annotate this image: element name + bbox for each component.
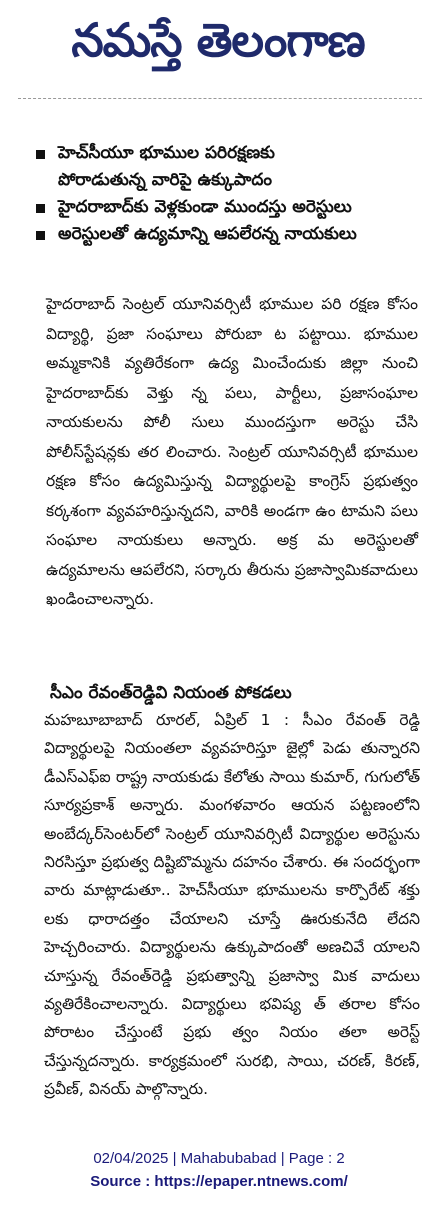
headline-item bbox=[30, 140, 426, 167]
headline-text: హెచ్‌సీయూ భూముల పరిరక్షణకు bbox=[58, 143, 275, 163]
bullet-square-icon bbox=[36, 150, 45, 159]
article-body-secondary: మహబూబాబాద్ రూరల్, ఏప్రిల్ 1 : సీఎం రేవంత్ రెడ్డి విద్యార్థులపై నియంతలా వ్యవహరిస్తూ జైల్లో పెడు తున్నారని డీఎస్‌ఎఫ్ఐ రాష్ట్ర నాయకుడు కేలోతు సాయి కుమార్, గుగులోత్ సూర్యప్రకాశ్ అన్నారు. మంగళవారం ఆయన పట్టణంలోని అంబేద్కర్‌సెంటర్‌లో సెంట్రల్ యూనివర్సిటీ విద్యార్థుల అరెస్టును నిరసిస్తూ ప్రభుత్వ దిష్టిబొమ్మను దహనం చేశారు. ఈ సందర్భంగా వారు మాట్లాడుతూ.. హెచ్‌సీయూ భూములను కార్పొరేట్ శక్తు లకు ధారాదత్తం చేయాలని చూస్తే ఊరుకునేది లేదని హెచ్చరించారు. విద్యార్థులను ఉక్కుపాదంతో అణచివే యాలని చూస్తున్న రేవంత్‌రెడ్డి ప్రభుత్వాన్ని ప్రజాస్వా మిక వాదులు వ్యతిరేకించాలన్నారు. విద్యార్థులు భవిష్య త్ తరాల కోసం పోరాటం చేస్తుంటే ప్రభు త్వం నియం తలా అరెస్ట్ చేస్తున్నదన్నారు. కార్యక్రమంలో సురభి, సాయి, చరణ్, కిరణ్, ప్రవీణ్, వినయ్ పాల్గొన్నారు. bbox=[44, 711, 420, 1099]
bullet-square-icon bbox=[36, 231, 45, 240]
headline-item bbox=[30, 194, 426, 221]
bullet-square-icon bbox=[36, 204, 45, 213]
article-subhead: సీఎం రేవంత్‌రెడ్డివి నియంత పోకడలు bbox=[50, 683, 292, 703]
newspaper-masthead: నమస్తే తెలంగాణ bbox=[71, 13, 365, 67]
headline-list bbox=[30, 140, 426, 248]
article-body: హైదరాబాద్ సెంట్రల్ యూనివర్సిటీ భూముల పరి రక్షణ కోసం విద్యార్థి, ప్రజా సంఘాలు పోరుబా ట పట్టాయి. భూముల అమ్మకానికి వ్యతిరేకంగా ఉద్య మించేందుకు జిల్లా నుంచి హైదరాబాద్‌కు వెళ్తు న్న పలు, పార్టీలు, ప్రజాసంఘాల నాయకులను పోలీ సులు ముందస్తుగా అరెస్టు చేసి పోలీస్‌స్టేషన్లకు తర లించారు. సెంట్రల్ యూనివర్సిటీ భూముల రక్షణ కోసం ఉద్యమిస్తున్న విద్యార్థులపై కాంగ్రెస్ ప్రభుత్వం కర్కశంగా వ్యవహరిస్తున్నదని, వారికి అండగా ఉం టామని పలు సంఘాల నాయకులు అన్నారు. అక్ర మ అరెస్టులతో ఉద్యమాలను ఆపలేరని, సర్కారు తీరును ప్రజాస్వామికవాదులు ఖండించాలన్నారు. bbox=[46, 295, 418, 608]
headline-item bbox=[30, 167, 426, 194]
headline-text: పోరాడుతున్న వారిపై ఉక్కుపాదం bbox=[58, 170, 273, 190]
headline-text: హైదరాబాద్‌కు వెళ్లకుండా ముందస్తు అరెస్టులు bbox=[58, 197, 352, 217]
headline-item bbox=[30, 221, 426, 248]
headline-text: అరెస్టులతో ఉద్యమాన్ని ఆపలేరన్న నాయకులు bbox=[58, 224, 357, 244]
masthead-divider bbox=[18, 98, 422, 99]
edition-info: 02/04/2025 | Mahabubabad | Page : 2 bbox=[93, 1150, 345, 1167]
source-link[interactable]: Source : https://epaper.ntnews.com/ bbox=[90, 1173, 348, 1190]
